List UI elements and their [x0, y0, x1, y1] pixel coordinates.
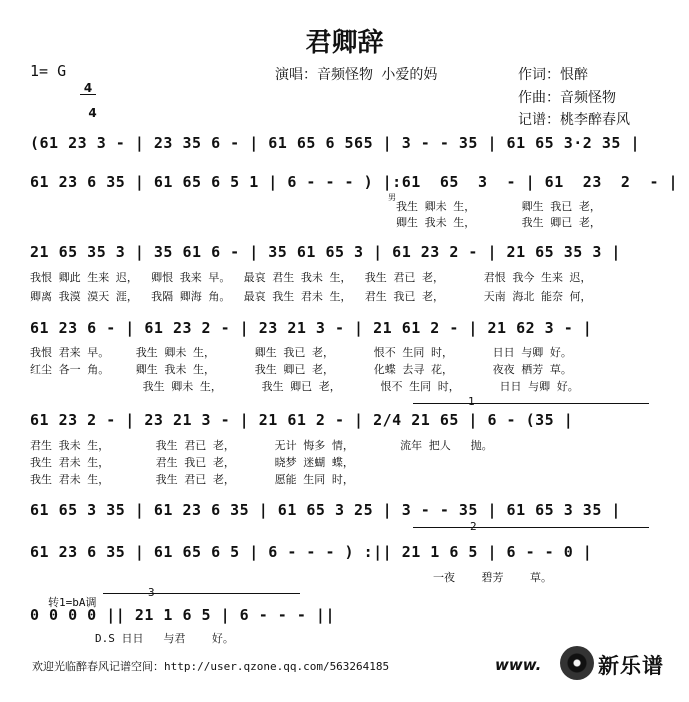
site-watermark: www.	[495, 656, 542, 674]
score-row-3: 21 65 35 3 | 35 61 6 - | 35 61 65 3 | 61 23 2 - | 21 65 35 3 |	[30, 243, 621, 261]
composer-credit: 作曲：音频怪物	[518, 90, 616, 106]
key-signature: 1= G	[30, 62, 67, 80]
lyrics-row-8: D.S 日日 与君 好。	[95, 632, 234, 645]
lyrics-row-5-line-2: 我生 君未 生， 君生 我已 老， 晓梦 迷蝴 蝶，	[30, 456, 354, 469]
male-mark: 男	[388, 193, 396, 202]
coda-bracket	[103, 593, 300, 594]
meter-top: 4	[80, 82, 96, 95]
volta-1-number: 1	[468, 395, 475, 408]
singer-credit: 演唱：音频怪物 小爱的妈	[275, 67, 438, 83]
transcriber-credit: 记谱：桃李醉春风	[518, 112, 630, 128]
modulation-label: 转1=bA调	[48, 596, 97, 609]
lyrics-row-4-line-2: 红尘 各一 角。 卿生 我未 生， 我生 卿已 老， 化蝶 去寻 花， 夜夜 栖芳 草。	[30, 363, 572, 376]
score-row-1: (61 23 3 - | 23 35 6 - | 61 65 6 565 | 3 - - 35 | 61 65 3·2 35 |	[30, 134, 640, 152]
time-signature	[80, 58, 96, 119]
score-row-2: 61 23 6 35 | 61 65 6 5 1 | 6 - - - ) |:61 65 3 - | 61 23 2 - |	[30, 173, 679, 191]
lyrics-row-3-line-1: 我恨 卿此 生来 迟， 卿恨 我来 早。 最哀 君生 我未 生， 我生 君已 老， 君恨 我今 生来 迟，	[30, 271, 592, 284]
song-title: 君卿辞	[305, 28, 384, 58]
lyrics-row-3-line-2: 卿离 我漠 漠天 涯， 我隔 卿海 角。 最哀 我生 君未 生， 君生 我已 老， 天南 海北 能奈 何，	[30, 290, 592, 303]
score-row-4: 61 23 6 - | 61 23 2 - | 23 21 3 - | 21 61 2 - | 21 62 3 - |	[30, 319, 593, 337]
volta-2-bracket	[413, 527, 649, 528]
volta-1-bracket	[413, 403, 649, 404]
lyrics-row-2-line-1: 我生 卿未 生， 卿生 我已 老，	[396, 200, 601, 213]
score-row-7: 61 23 6 35 | 61 65 6 5 | 6 - - - ) :|| 21 1 6 5 | 6 - - 0 |	[30, 543, 593, 561]
score-row-6: 61 65 3 35 | 61 23 6 35 | 61 65 3 25 | 3 - - 35 | 61 65 3 35 |	[30, 501, 621, 519]
lyrics-row-4-line-3: 我生 卿未 生， 我生 卿已 老， 恨不 生同 时， 日日 与卿 好。	[30, 380, 579, 393]
lyrics-row-7: 一夜 碧芳 草。	[433, 571, 552, 584]
volta-2-number: 2	[470, 520, 477, 533]
footer-text: 欢迎光临醉春风记谱空间：http://user.qzone.qq.com/563264185	[32, 660, 390, 673]
lyrics-row-5-line-3: 我生 君未 生， 我生 君已 老， 愿能 生同 时，	[30, 473, 354, 486]
meter-bottom: 4	[88, 106, 97, 120]
lyricist-credit: 作词：恨醉	[518, 67, 588, 83]
lyrics-row-2-line-2: 卿生 我未 生， 我生 卿已 老，	[396, 216, 601, 229]
triplet-mark: 3	[148, 586, 155, 599]
score-row-8: 0 0 0 0 || 21 1 6 5 | 6 - - - ||	[30, 606, 335, 624]
record-disc-icon	[560, 646, 594, 680]
lyrics-row-4-line-1: 我恨 君来 早。 我生 卿未 生， 卿生 我已 老， 恨不 生同 时， 日日 与卿 好。	[30, 346, 572, 359]
logo-text: 新乐谱	[598, 654, 664, 678]
score-row-5: 61 23 2 - | 23 21 3 - | 21 61 2 - | 2/4 21 65 | 6 - (35 |	[30, 411, 574, 429]
site-logo	[560, 645, 685, 681]
lyrics-row-5-line-1: 君生 我未 生， 我生 君已 老， 无计 悔多 情， 流年 把人 抛。	[30, 439, 493, 452]
